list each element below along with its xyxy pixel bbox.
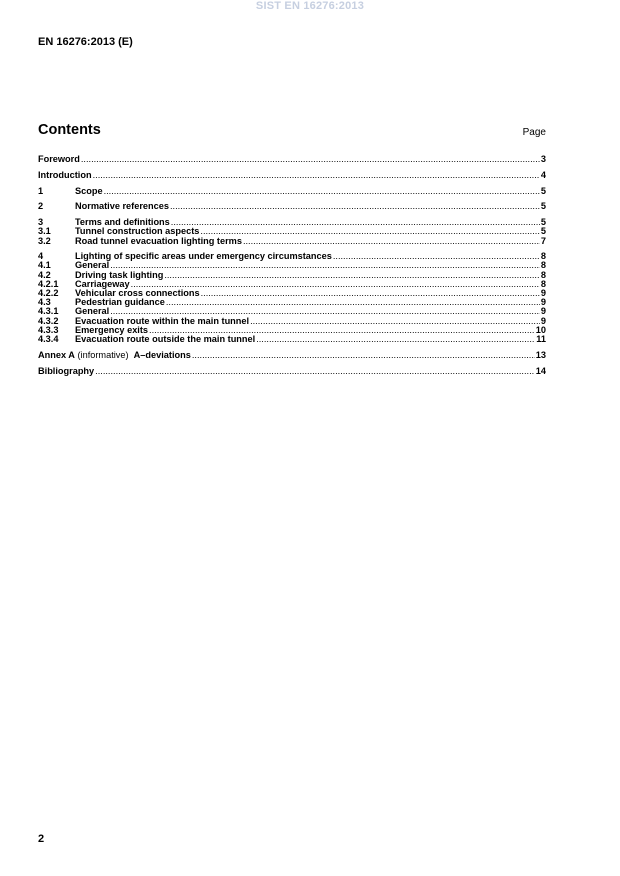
toc-entry-title: Road tunnel evacuation lighting terms (75, 236, 242, 246)
toc-entry-number: 4 (38, 252, 44, 262)
toc-entry-page: 9 (540, 298, 546, 308)
toc-entry-title: Foreword (38, 155, 80, 164)
toc-entry-title: Scope (75, 186, 103, 196)
toc-entry-annex-a[interactable] (38, 351, 546, 360)
toc-leader-dots (200, 227, 539, 236)
toc-leader-dots (333, 252, 540, 261)
toc-entry-number: 1 (38, 186, 44, 196)
toc-leader-dots (149, 326, 535, 335)
toc-leader-dots (170, 202, 540, 211)
toc-entry-number: 4.3.4 (38, 334, 59, 344)
document-id: EN 16276:2013 (E) (38, 36, 133, 48)
toc-entry-number: 3.1 (38, 227, 51, 237)
toc-entry-page: 13 (535, 350, 546, 360)
toc-entry-page: 8 (540, 279, 546, 289)
toc-entry-number: 3.2 (38, 236, 51, 246)
toc-entry-3[interactable] (38, 218, 546, 227)
toc-entry-page: 9 (540, 316, 546, 326)
toc-entry-title: General (75, 261, 110, 271)
toc-entry-title: Introduction (38, 170, 92, 180)
toc-entry-page: 11 (536, 334, 546, 344)
toc-entry-number: 4.1 (38, 261, 51, 271)
toc-entry-title (38, 351, 191, 360)
toc-entry-foreword[interactable] (38, 155, 546, 164)
toc-entry-number: 4.3 (38, 298, 51, 308)
toc-entry-introduction[interactable] (38, 171, 546, 180)
toc-entry-page: 10 (535, 325, 546, 335)
toc-entry-number: 4.2 (38, 270, 51, 280)
toc-entry-number: 4.3.1 (38, 307, 59, 317)
toc-leader-dots (110, 261, 540, 270)
annex-label: Annex A (38, 350, 75, 360)
toc-entry-3-1[interactable] (38, 227, 546, 236)
toc-entry-title: Tunnel construction aspects (75, 227, 200, 237)
toc-leader-dots (104, 187, 540, 196)
page-column-label: Page (522, 127, 546, 138)
toc-entry-2[interactable] (38, 202, 546, 211)
toc-entry-page: 8 (540, 252, 546, 262)
toc-leader-dots (93, 171, 540, 180)
toc-leader-dots (166, 298, 540, 307)
toc-entry-title: Normative references (75, 202, 169, 212)
toc-entry-page: 14 (535, 366, 546, 376)
toc-entry-4-2-2[interactable] (38, 289, 546, 298)
toc-entry-4-2[interactable] (38, 271, 546, 280)
toc-entry-title: Terms and definitions (75, 218, 170, 228)
toc-entry-4-3-4[interactable] (38, 335, 546, 344)
toc-entry-page: 5 (540, 202, 546, 212)
toc-entry-4-3-1[interactable] (38, 307, 546, 316)
toc-entry-number: 4.3.3 (38, 325, 59, 335)
annex-title: A–deviations (133, 350, 191, 360)
toc-entry-page: 3 (540, 155, 546, 164)
toc-entry-4-3[interactable] (38, 298, 546, 307)
table-of-contents (38, 155, 546, 376)
toc-entry-title: Evacuation route within the main tunnel (75, 316, 250, 326)
toc-entry-title: Evacuation route outside the main tunnel (75, 334, 256, 344)
toc-entry-title: Vehicular cross connections (75, 289, 200, 299)
toc-entry-title: Bibliography (38, 366, 95, 376)
toc-leader-dots (95, 367, 535, 376)
toc-entry-1[interactable] (38, 187, 546, 196)
toc-entry-4-1[interactable] (38, 261, 546, 270)
toc-entry-number: 2 (38, 202, 44, 212)
toc-entry-page: 4 (540, 170, 546, 180)
toc-entry-number: 4.3.2 (38, 316, 59, 326)
toc-entry-page: 5 (540, 227, 546, 237)
toc-leader-dots (192, 351, 535, 360)
toc-entry-title: General (75, 307, 110, 317)
toc-entry-4[interactable] (38, 252, 546, 261)
toc-entry-bibliography[interactable] (38, 367, 546, 376)
toc-entry-3-2[interactable] (38, 237, 546, 246)
toc-leader-dots (110, 307, 540, 316)
toc-entry-page: 9 (540, 307, 546, 317)
toc-entry-number: 3 (38, 218, 44, 228)
toc-entry-title: Emergency exits (75, 325, 149, 335)
toc-entry-title: Lighting of specific areas under emergency circumstances (75, 252, 332, 262)
toc-leader-dots (256, 335, 535, 344)
toc-entry-title: Carriageway (75, 279, 130, 289)
toc-entry-page: 8 (540, 261, 546, 271)
contents-heading: Contents (38, 122, 101, 138)
toc-entry-number: 4.2.2 (38, 289, 59, 299)
toc-entry-page: 7 (540, 236, 546, 246)
toc-leader-dots (164, 271, 540, 280)
toc-entry-number: 4.2.1 (38, 279, 59, 289)
toc-leader-dots (250, 317, 540, 326)
toc-entry-page: 5 (540, 218, 546, 228)
toc-entry-4-3-3[interactable] (38, 326, 546, 335)
toc-entry-title: Driving task lighting (75, 270, 164, 280)
toc-leader-dots (131, 280, 540, 289)
toc-leader-dots (201, 289, 540, 298)
toc-leader-dots (243, 237, 540, 246)
toc-entry-page: 9 (540, 289, 546, 299)
toc-leader-dots (81, 155, 540, 164)
toc-leader-dots (171, 218, 540, 227)
watermark: SIST EN 16276:2013 (255, 0, 365, 12)
toc-entry-page: 5 (540, 186, 546, 196)
annex-type: (informative) (77, 350, 129, 360)
toc-entry-page: 8 (540, 270, 546, 280)
toc-entry-title: Pedestrian guidance (75, 298, 165, 308)
toc-entry-4-2-1[interactable] (38, 280, 546, 289)
toc-entry-4-3-2[interactable] (38, 317, 546, 326)
page-number: 2 (38, 833, 45, 845)
